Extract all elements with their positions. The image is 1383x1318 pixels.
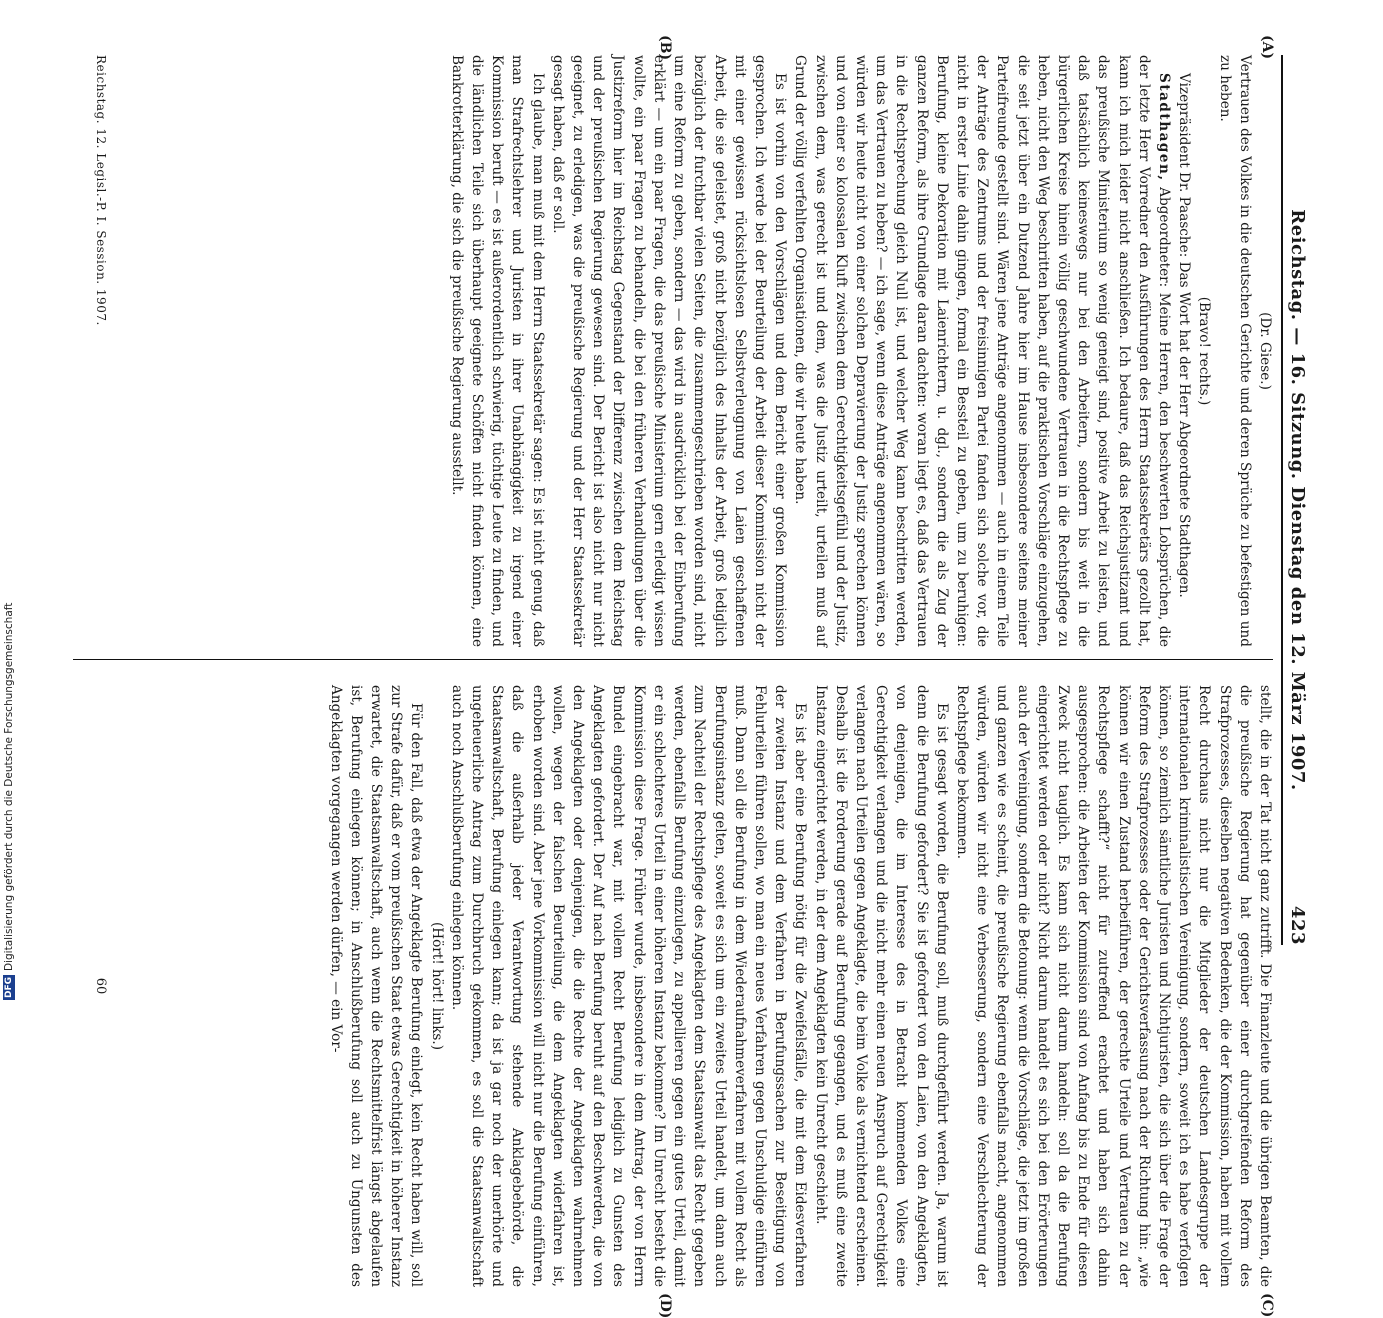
interjection: (Hört! hört! links.) xyxy=(428,921,445,1051)
left-column xyxy=(447,55,1275,647)
speaker-name: Stadthagen, xyxy=(1155,73,1172,182)
digitization-note xyxy=(2,0,16,1000)
paragraph: Es ist vorhin von den Vorschlägen und dem Bericht einer großen Kommission gesprochen. Ich werde bei der Beurteilung der Arbeit dieser Kommission nicht der mit einer gewissen rücksichtslosen Selbstverleugnung von Laien geschaffenen Arbeit, die sie geleistet, groß nicht bezüglich des Inhalts der Arbeit, groß lediglich bezüglich der furchtbar vielen Seiten, die zusammengeschrieben worden sind, nicht um eine Reform zu geben, sondern — das wird in ausdrücklich bei der Einberufung erklärt — um ein paar Fragen, die das preußische Ministerium gern erledigt wissen wollte, ein paar Fragen zu behandeln, die bei den früheren Verhandlungen über die Justizreform hier im Reichstag Gegenstand der Differenz zwischen dem Reichstag und der preußischen Regierung gewesen sind. Der Bericht ist also nicht nur nicht geeignet, zu erledigen, was die preußische Regierung und der Herr Staatssekretär gesagt haben, daß er soll. xyxy=(549,55,789,647)
paragraph xyxy=(790,55,1174,647)
paragraph: Für den Fall, daß etwa der Angeklagte Berufung einlegt, kein Recht haben will, soll zur Strafe dafür, daß er vom preußischen Staat etwas Gerechtigkeit in höherer Instanz erwartet, die Staatsanwaltschaft, auch wenn die Rechtsmittelfrist längst abgelaufen ist, Berufung einlegen können; in Anschlußberufung soll auch zu Ungunsten des Angeklagten vorgegangen werden dürfen, — ein Vor- xyxy=(327,685,425,1287)
margin-marker-d: (D) xyxy=(657,1293,673,1318)
footer-session-info: Reichstag. 12. Legisl.-P. I. Session. 1907. xyxy=(94,55,108,326)
margin-marker-c: (C) xyxy=(1259,1293,1275,1318)
margin-marker-a: (A) xyxy=(1259,35,1275,60)
speaker-note: (Dr. Giese.) xyxy=(1257,312,1273,390)
column-divider xyxy=(73,659,1273,660)
paragraph: stellt, die in der Tat nicht ganz zutrifft. Die Finanzleute und die übrigen Beamten, die die preußische Regierung hat gegenüber einer durchgreifenden Reform des Strafprozesses, dieselben negativen Bedenken, die der Kommission, haben mit vollem Recht durchaus nicht nur die Mitglieder der deutschen Landesgruppe der internationalen kriminalistischen Vereinigung, sondern, soweit ich es habe verfolgen können, so ziemlich sämtliche Juristen und Nichtjuristen, die sich über die Frage der Reform des Strafprozesses oder der Gerichtsverfassung nach der Richtung hin: „wie können wir einen Zustand herbeiführen, der gerechte Urteile und Vertrauen zu der Rechtspflege schafft?“ nicht für zutreffend erachtet und haben sich dahin ausgesprochen: die Arbeiten der Kommission sind von Anfang bis zu Ende für diesen Zweck nicht tauglich. Es kann sich nicht darum handeln: soll da die Berufung eingerichtet werden oder nicht? Nicht darum handelt es sich bei den Erörterungen auch der Vereinigung, sondern die Betonung: wenn die Vorschläge, die jetzt im großen und ganzen wie es scheint, die preußische Regierung ebenfalls macht, angenommen würden, würden wir nicht eine Verbesserung, sondern eine Verschlechterung der Rechtspflege bekommen. xyxy=(953,685,1273,1287)
interjection: (Bravo! rechts.) xyxy=(1196,296,1213,406)
margin-marker-b: (B) xyxy=(657,35,673,61)
paragraph: Vizepräsident Dr. Paasche: Das Wort hat der Herr Abgeordnete Stadthagen. xyxy=(1176,73,1193,598)
rotated-document-page xyxy=(23,35,1313,1318)
digitization-text: Digitalisierung gefördert durch die Deutsche Forschungsgemeinschaft xyxy=(3,602,15,971)
paragraph: Es ist gesagt worden, die Berufung soll, muß durchgeführt werden. Ja, warum ist denn die Berufung gefordert? Sie ist gefordert von den Laien, von den Angeklagten, von denjenigen, die im Interesse des in Betracht kommenden Volkes eine Gerechtigkeit verlangen und die nicht mehr einen neuen Anspruch auf Gerechtigkeit verlangen nach Urteilen gegen Angeklagte, die beim Volke als vernichtend erscheinen. Deshalb ist die Forderung gerade auf Berufung gegangen, und es muß eine zweite Instanz eingerichtet werden, in der dem Angeklagten kein Unrecht geschieht. xyxy=(812,685,950,1287)
page-header xyxy=(1283,55,1313,945)
dfg-logo-icon: DFG xyxy=(4,976,14,998)
header-page-number: 423 xyxy=(1287,905,1309,945)
header-rule xyxy=(1281,55,1283,945)
footer-signature: 60 xyxy=(93,977,108,995)
header-title: Reichstag. — 16. Sitzung. Dienstag den 12. März 1907. xyxy=(1287,209,1309,791)
paragraph: Ich glaube, man muß mit dem Herrn Staatssekretär sagen: Es ist nicht genug, daß man Strafrechtslehrer und Juristen in ihrer Unabhängigkeit zu irgend einer Kommission beruft — es ist außerordentlich schwierig, tüchtige Leute zu finden, und die ländlichen Teile sich überhaupt geeignete Schöffen nicht finden können, eine Bankrotterklärung, die sich die preußische Regierung ausstellt. xyxy=(448,55,546,647)
paragraph: Vertrauen des Volkes in die deutschen Gerichte und deren Sprüche zu befestigen und zu heben. xyxy=(1216,55,1253,647)
paragraph: Es ist aber eine Berufung nötig für die Zweifelsfälle, die mit dem Eidesverfahren der zweiten Instanz und dem Verfahren in Berufungssachen zur Beseitigung von Fehlurteilen führen sollen, wo man ein neues Verfahren gegen Unschuldige einführen muß. Dann soll die Berufung in dem Wiederaufnahmeverfahren mit vollem Recht als Berufungsinstanz gelten, soweit es sich um ein zweites Urteil handelt, um dann auch zum Nachteil der Rechtspflege des Angeklagten dem Staatsanwalt das Recht gegeben werden, ebenfalls Berufung einzulegen, zu appellieren gegen ein gutes Urteil, damit er ein schlechteres Urteil in einer höheren Instanz bekomme? Im Unrecht besteht die Kommission diese Frage. Früher wurde, insbesondere in dem Antrag, der von Herrn Bundel eingebracht war, mit vollem Recht Berufung lediglich zu Gunsten des Angeklagten gefordert. Der Auf nach Berufung beruht auf den Beschwerden, die von den Angeklagten oder denjenigen, die die Rechte der Angeklagten wahrnehmen wollen, wegen der falschen Beurteilung, die dem Angeklagten widerfahren ist, erhoben worden sind. Aber jene Vorkommission will nicht nur die Berufung einführen, daß die außerhalb jeder Verantwortung stehende Anklagebehörde, die Staatsanwaltschaft, Berufung einlegen kann; da ist ja gar noch der unerhörte und ungeheuerliche Antrag zum Durchbruch gekommen, es soll die Staatsanwaltschaft auch noch Anschlußberufung einlegen können. xyxy=(448,685,809,1287)
right-column xyxy=(325,685,1275,1287)
speech-text: Abgeordneter: Meine Herren, den beschwerten Lobsprüchen, die der letzte Herr Vorredner den Ausführungen des Herrn Staatssekretärs gezollt hat, kann ich mich leider nicht anschließen. Ich bedaure, daß das Reichsjustizamt und das preußische Ministerium so wenig geneigt sind, positive Arbeit zu leisten, und daß tatsächlich keineswegs nur bei den Arbeitern, sondern bis weit in die bürgerlichen Kreise hinein völlig geschwundene Vertrauen in die Rechtspflege zu heben, nicht den Weg beschritten haben, auf die praktischen Vorschläge einzugehen, die seit jetzt über ein Dutzend Jahre hier im Hause insbesondere seitens meiner Parteifreunde gestellt sind. Wären jene Anträge angenommen — auch in einem Teile der Anträge des Zentrums und der freisinnigen Partei fanden sich solche vor, die nicht in erster Linie dahin gingen, formal ein Bessteil zu geben, um zu beruhigen: Berufung, kleine Dekoration mit Laienrichtern, u. dgl., sondern die als Zug der ganzen Reform, als ihre Grundlage daran dachten: woran liegt es, daß das Vertrauen in die Rechtsprechung gleich Null ist, und welcher Weg kann beschritten werden, um das Vertrauen zu heben? — ich sage, wenn diese Anträge angenommen wären, so würden wir heute nicht von einer solchen Depravierung der Justiz sprechen können und von einer so kolossalen Kluft zwischen dem Gerechtigkeitsgefühl und der Justiz, zwischen dem, was gerecht ist und dem, was die Justiz urteilt, urteilen muß auf Grund der völlig verfehlten Organisationen, die wir heute haben. xyxy=(792,55,1172,647)
